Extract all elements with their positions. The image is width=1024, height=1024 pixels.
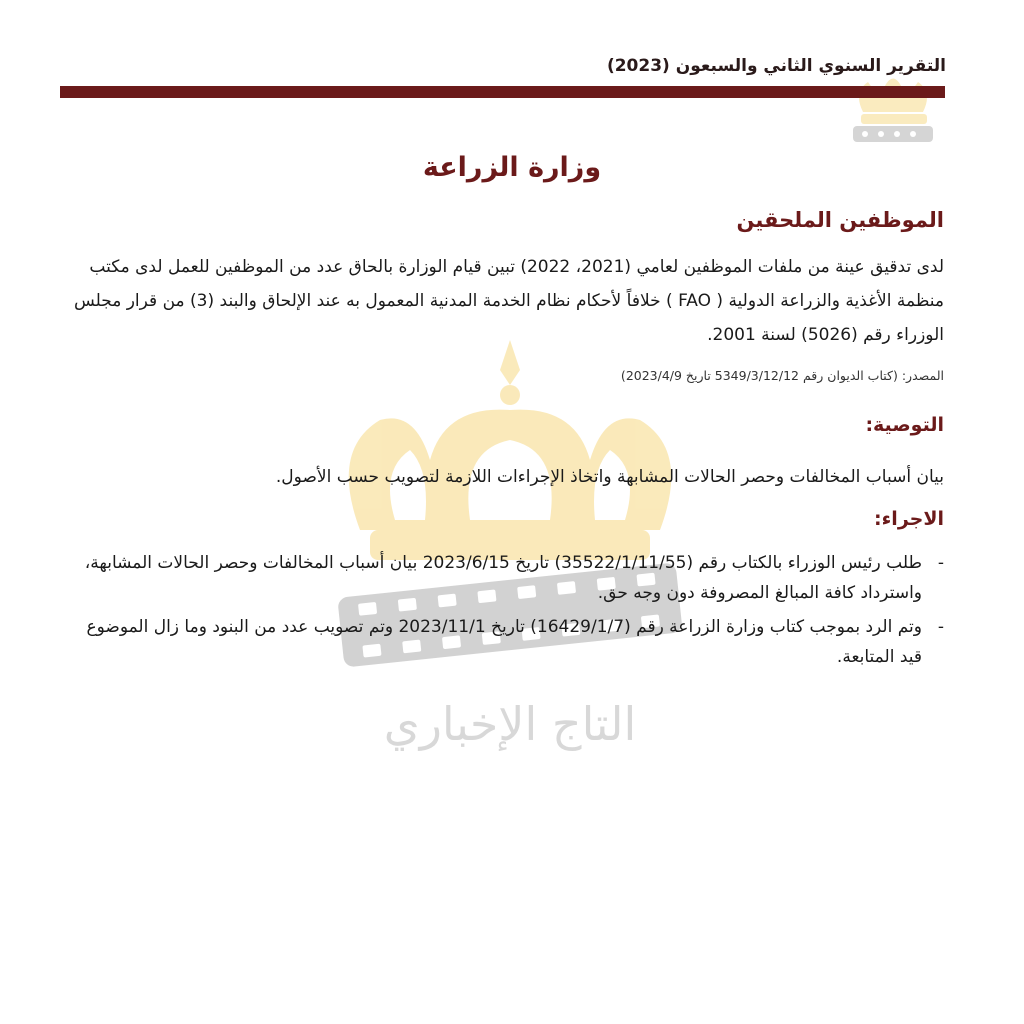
- action-item: [64, 548, 944, 608]
- recommendation-text: بيان أسباب المخالفات وحصر الحالات المشابهة واتخاذ الإجراءات اللازمة لتصويب حسب الأصول.: [275, 467, 944, 487]
- header-divider: [60, 86, 945, 98]
- report-header-title: التقرير السنوي الثاني والسبعون (2023): [606, 56, 946, 76]
- ministry-title: وزارة الزراعة: [422, 152, 602, 183]
- watermark-text: التاج الإخباري: [383, 697, 637, 751]
- action-item-text: وتم الرد بموجب كتاب وزارة الزراعة رقم (16429/1/7) تاريخ 2023/11/1 وتم تصويب عدد من البنود وما زال الموضوع قيد المتابعة.: [86, 617, 922, 667]
- action-heading: الاجراء:: [874, 508, 944, 530]
- action-item: [64, 612, 944, 672]
- section-heading: الموظفين الملحقين: [736, 208, 944, 232]
- action-list: [64, 548, 944, 676]
- recommendation-heading: التوصية:: [865, 414, 944, 436]
- list-dash: -: [937, 617, 944, 637]
- list-dash: -: [937, 553, 944, 573]
- source-note: المصدر: (كتاب الديوان رقم 5349/3/12/12 تاريخ 2023/4/9): [620, 368, 944, 383]
- section-paragraph: لدى تدقيق عينة من ملفات الموظفين لعامي (2021، 2022) تبين قيام الوزارة بالحاق عدد من الموظفين للعمل لدى مكتب منظمة الأغذية والزراعة الدولية ( FAO ) خلافاً لأحكام نظام الخدمة المدنية المعمول به عند الإلحاق والبند (3) من قرار مجلس الوزراء رقم (5026) لسنة 2001.: [73, 257, 944, 345]
- action-item-text: طلب رئيس الوزراء بالكتاب رقم (35522/1/11/55) تاريخ 2023/6/15 بيان أسباب المخالفات وحصر الحالات المشابهة، واسترداد كافة المبالغ المصروفة دون وجه حق.: [84, 553, 922, 603]
